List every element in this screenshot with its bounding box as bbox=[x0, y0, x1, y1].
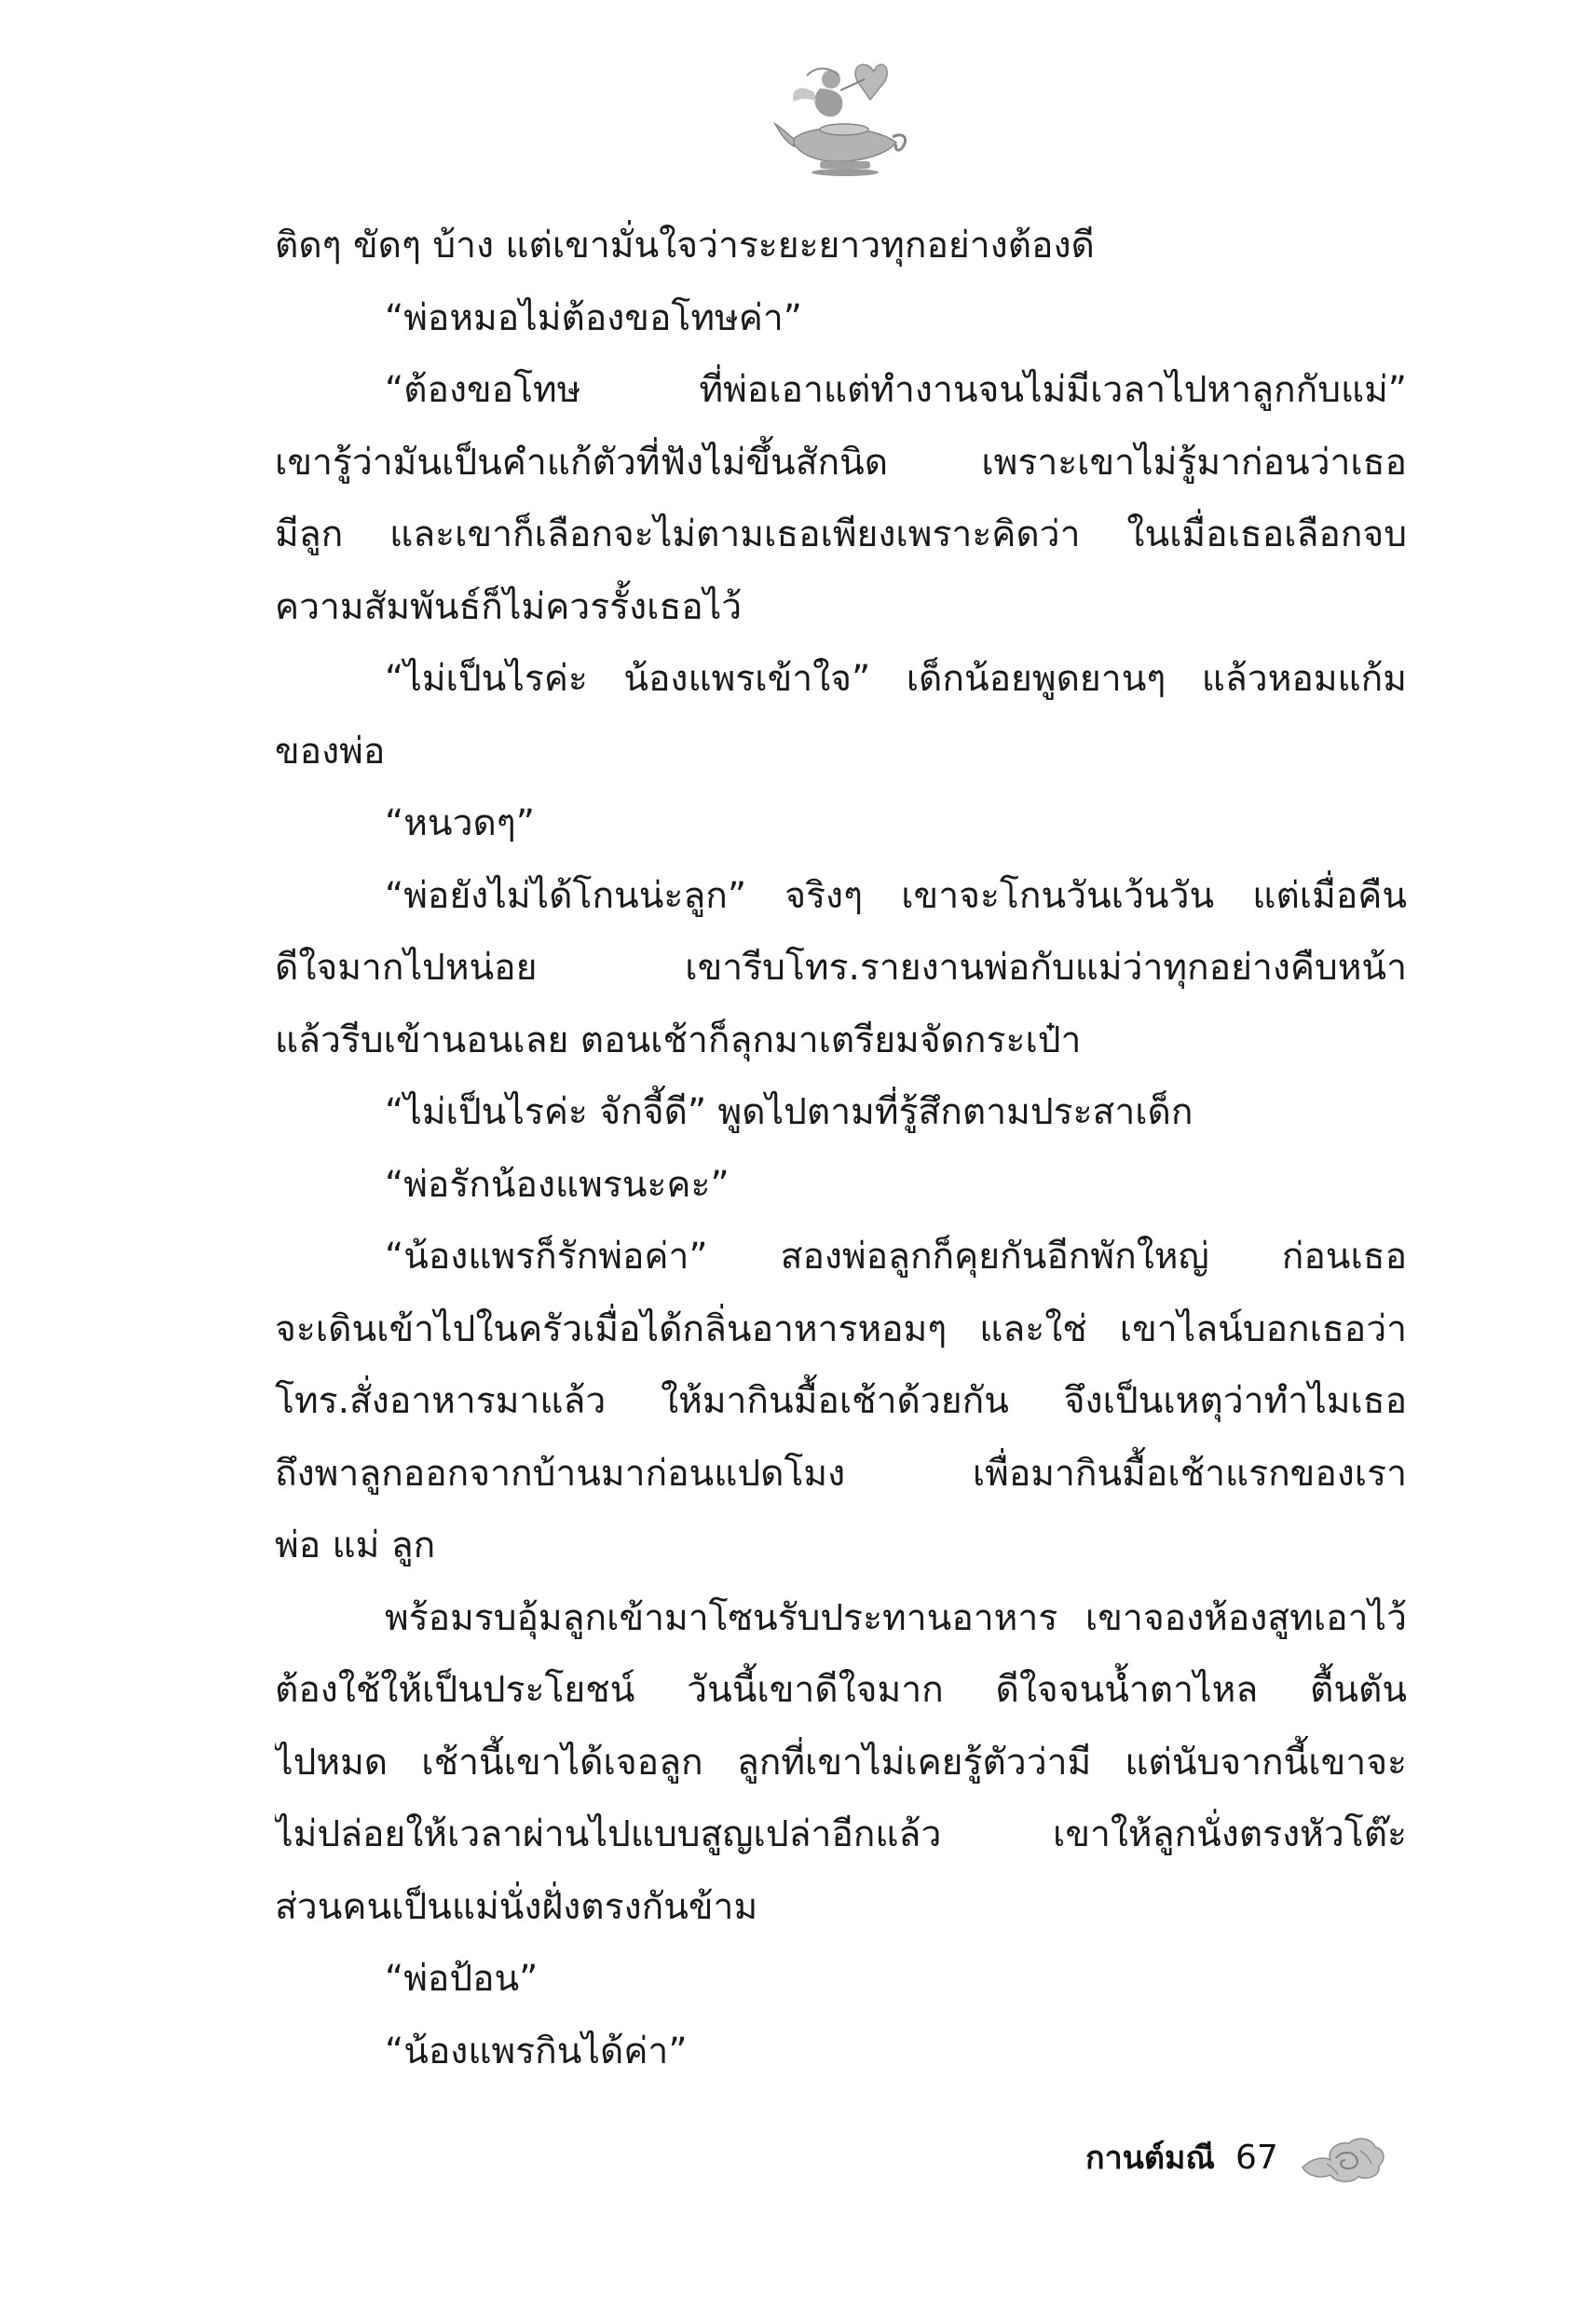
text-line: “หนวดๆ” bbox=[385, 802, 535, 844]
text-line: “ไม่เป็นไรค่ะ จักจี้ดี” พูดไปตามที่รู้สึกตามประสาเด็ก bbox=[385, 1091, 1194, 1133]
text-line: เขารู้ว่ามันเป็นคำแก้ตัวที่ฟังไม่ขึ้นสักนิด เพราะเขาไม่รู้มาก่อนว่าเธอ bbox=[275, 441, 1407, 484]
text-line: ดีใจมากไปหน่อย เขารีบโทร.รายงานพ่อกับแม่ว่าทุกอย่างคืบหน้า bbox=[275, 947, 1407, 989]
text-line: แล้วรีบเข้านอนเลย ตอนเช้าก็ลุกมาเตรียมจัดกระเป๋า bbox=[275, 1019, 1082, 1061]
body-text bbox=[275, 210, 1407, 2087]
text-line: โทร.สั่งอาหารมาแล้ว ให้มากินมื้อเช้าด้วยกัน จึงเป็นเหตุว่าทำไมเธอ bbox=[275, 1380, 1407, 1422]
text-line: ส่วนคนเป็นแม่นั่งฝั่งตรงกันข้าม bbox=[275, 1885, 758, 1928]
text-line: ติดๆ ขัดๆ บ้าง แต่เขามั่นใจว่าระยะยาวทุกอย่างต้องดี bbox=[275, 225, 1095, 267]
text-line: “ต้องขอโทษ ที่พ่อเอาแต่ทำงานจนไม่มีเวลาไปหาลูกกับแม่” bbox=[385, 369, 1407, 411]
page-number: 67 bbox=[1235, 2138, 1278, 2177]
text-line: ของพ่อ bbox=[275, 730, 386, 773]
text-line: “พ่อยังไม่ได้โกนน่ะลูก” จริงๆ เขาจะโกนวันเว้นวัน แต่เมื่อคืน bbox=[385, 874, 1407, 917]
text-line: “น้องแพรกินได้ค่า” bbox=[385, 2030, 688, 2072]
text-line: ต้องใช้ให้เป็นประโยชน์ วันนี้เขาดีใจมาก ดีใจจนน้ำตาไหล ตื้นตัน bbox=[275, 1669, 1407, 1711]
text-line: “พ่อหมอไม่ต้องขอโทษค่า” bbox=[385, 296, 802, 339]
cupid-teapot-ornament-icon bbox=[773, 51, 913, 177]
text-line: มีลูก และเขาก็เลือกจะไม่ตามเธอเพียงเพราะคิดว่า ในเมื่อเธอเลือกจบ bbox=[275, 513, 1407, 555]
text-line: “ไม่เป็นไรค่ะ น้องแพรเข้าใจ” เด็กน้อยพูดยานๆ แล้วหอมแก้ม bbox=[385, 658, 1407, 700]
text-line: จะเดินเข้าไปในครัวเมื่อได้กลิ่นอาหารหอมๆ และใช่ เขาไลน์บอกเธอว่า bbox=[275, 1307, 1407, 1350]
text-line: “พ่อป้อน” bbox=[385, 1958, 539, 2000]
text-line: ไปหมด เช้านี้เขาได้เจอลูก ลูกที่เขาไม่เคยรู้ตัวว่ามี แต่นับจากนี้เขาจะ bbox=[275, 1741, 1407, 1784]
text-line: ถึงพาลูกออกจากบ้านมาก่อนแปดโมง เพื่อมากินมื้อเช้าแรกของเรา bbox=[275, 1452, 1407, 1495]
text-line: “น้องแพรก็รักพ่อค่า” สองพ่อลูกก็คุยกันอีกพักใหญ่ ก่อนเธอ bbox=[385, 1236, 1407, 1278]
text-line: พร้อมรบอุ้มลูกเข้ามาโซนรับประทานอาหาร เขาจองห้องสูทเอาไว้ bbox=[385, 1596, 1407, 1639]
text-line: “พ่อรักน้องแพรนะคะ” bbox=[385, 1163, 730, 1206]
rose-ornament-icon bbox=[1299, 2130, 1387, 2184]
book-title: กานต์มณี bbox=[1085, 2140, 1215, 2177]
page-footer bbox=[1085, 2129, 1387, 2185]
text-line: ความสัมพันธ์ก็ไม่ควรรั้งเธอไว้ bbox=[275, 585, 743, 628]
text-line: ไม่ปล่อยให้เวลาผ่านไปแบบสูญเปล่าอีกแล้ว เขาให้ลูกนั่งตรงหัวโต๊ะ bbox=[275, 1813, 1407, 1855]
text-line: พ่อ แม่ ลูก bbox=[275, 1525, 436, 1566]
